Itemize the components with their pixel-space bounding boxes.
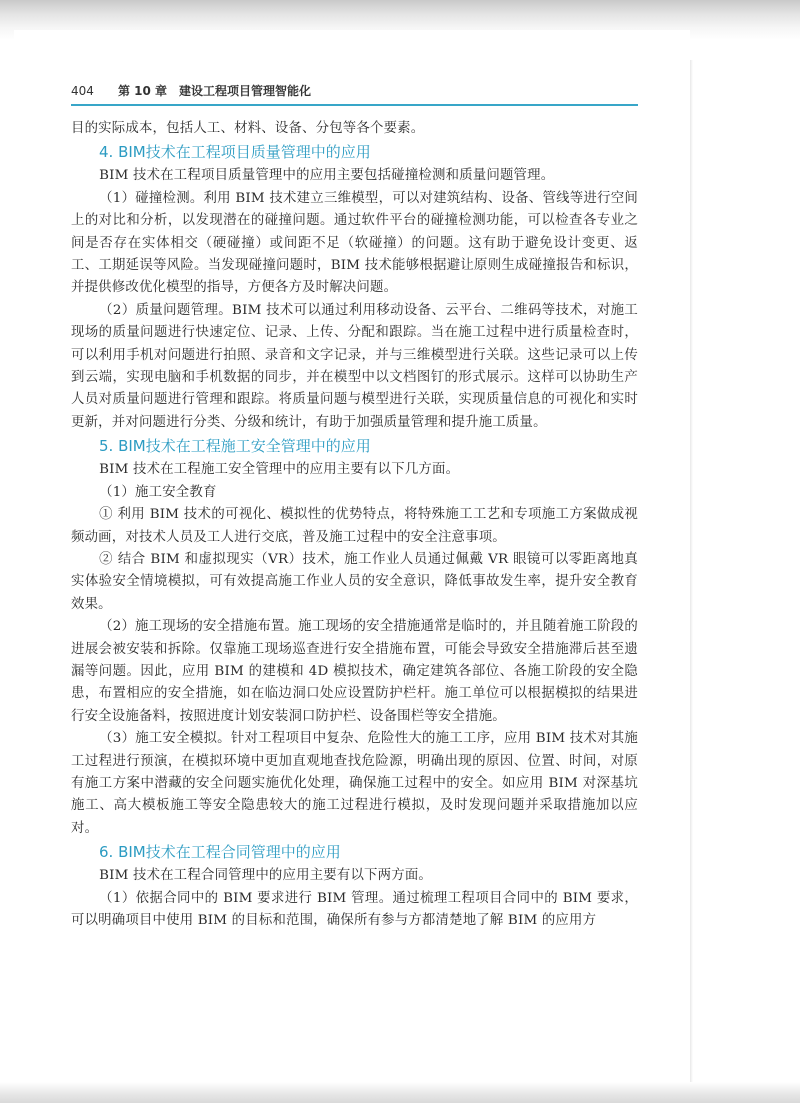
running-header — [71, 80, 638, 102]
body-paragraph: （2）施工现场的安全措施布置。施工现场的安全措施通常是临时的，并且随着施工阶段的进展会被安装和拆除。仅靠施工现场巡查进行安全措施布置，可能会导致安全措施滞后甚至遗漏等问题。因此，应用 BIM 的建模和 4D 模拟技术，确定建筑各部位、各施工阶段的安全隐患，布置相应的安全措施，如在临边洞口处应设置防护栏杆。施工单位可以根据模拟的结果进行安全设施备料，按照进度计划安装洞口防护栏、设备围栏等安全措施。 — [71, 619, 638, 724]
body-paragraph: BIM 技术在工程施工安全管理中的应用主要有以下几方面。 — [99, 462, 460, 478]
section-heading: 5. BIM技术在工程施工安全管理中的应用 — [99, 437, 371, 456]
body-paragraph: ② 结合 BIM 和虚拟现实（VR）技术，施工作业人员通过佩戴 VR 眼镜可以零距离地真实体验安全情境模拟，可有效提高施工作业人员的安全意识，降低事故发生率，提升安全教育效果。 — [71, 551, 638, 612]
body-paragraph: 目的实际成本，包括人工、材料、设备、分包等各个要素。 — [71, 121, 425, 136]
page-right-edge — [690, 60, 693, 1090]
body-paragraph: BIM 技术在工程合同管理中的应用主要有以下两方面。 — [99, 868, 433, 884]
body-paragraph: （1）依据合同中的 BIM 要求进行 BIM 管理。通过梳理工程项目合同中的 BIM 要求，可以明确项目中使用 BIM 的目标和范围，确保所有参与方都清楚地了解 BIM 的应用方 — [71, 890, 638, 928]
section-heading: 6. BIM技术在工程合同管理中的应用 — [99, 843, 341, 862]
scan-bottom-shadow — [0, 1082, 800, 1103]
body-paragraph: （2）质量问题管理。BIM 技术可以通过利用移动设备、云平台、二维码等技术，对施工现场的质量问题进行快速定位、记录、上传、分配和跟踪。当在施工过程中进行质量检查时，可以利用手机对问题进行拍照、录音和文字记录，并与三维模型进行关联。这些记录可以上传到云端，实现电脑和手机数据的同步，并在模型中以文档图钉的形式展示。这样可以协助生产人员对质量问题进行管理和跟踪。将质量问题与模型进行关联，实现质量信息的可视化和实时更新，并对问题进行分类、分级和统计，有助于加强质量管理和提升施工质量。 — [71, 302, 638, 430]
body-paragraph: （1）碰撞检测。利用 BIM 技术建立三维模型，可以对建筑结构、设备、管线等进行空间上的对比和分析，以发现潜在的碰撞问题。通过软件平台的碰撞检测功能，可以检查各专业之间是否存在实体相交（硬碰撞）或间距不足（软碰撞）的问题。这有助于避免设计变更、返工、工期延误等风险。当发现碰撞问题时，BIM 技术能够根据避让原则生成碰撞报告和标识，并提供修改优化模型的指导，方便各方及时解决问题。 — [71, 190, 638, 296]
body-paragraph: ① 利用 BIM 技术的可视化、模拟性的优势特点，将特殊施工工艺和专项施工方案做成视频动画，对技术人员及工人进行交底，普及施工过程中的安全注意事项。 — [71, 507, 638, 545]
body-paragraph: （1）施工安全教育 — [99, 484, 217, 500]
chapter-title: 第 10 章 建设工程项目管理智能化 — [118, 84, 312, 98]
page-number: 404 — [71, 84, 94, 98]
body-paragraph: （3）施工安全模拟。针对工程项目中复杂、危险性大的施工工序，应用 BIM 技术对其施工过程进行预演，在模拟环境中更加直观地查找危险源，明确出现的原因、位置、时间，对原有施工方案中潜藏的安全问题实施优化处理，确保施工过程中的安全。如应用 BIM 对深基坑施工、高大模板施工等安全隐患较大的施工过程进行模拟，及时发现问题并采取措施加以应对。 — [71, 731, 638, 836]
page-body — [71, 118, 638, 932]
header-rule — [71, 104, 638, 106]
section-heading: 4. BIM技术在工程项目质量管理中的应用 — [99, 143, 371, 162]
body-paragraph: BIM 技术在工程项目质量管理中的应用主要包括碰撞检测和质量问题管理。 — [99, 168, 555, 184]
